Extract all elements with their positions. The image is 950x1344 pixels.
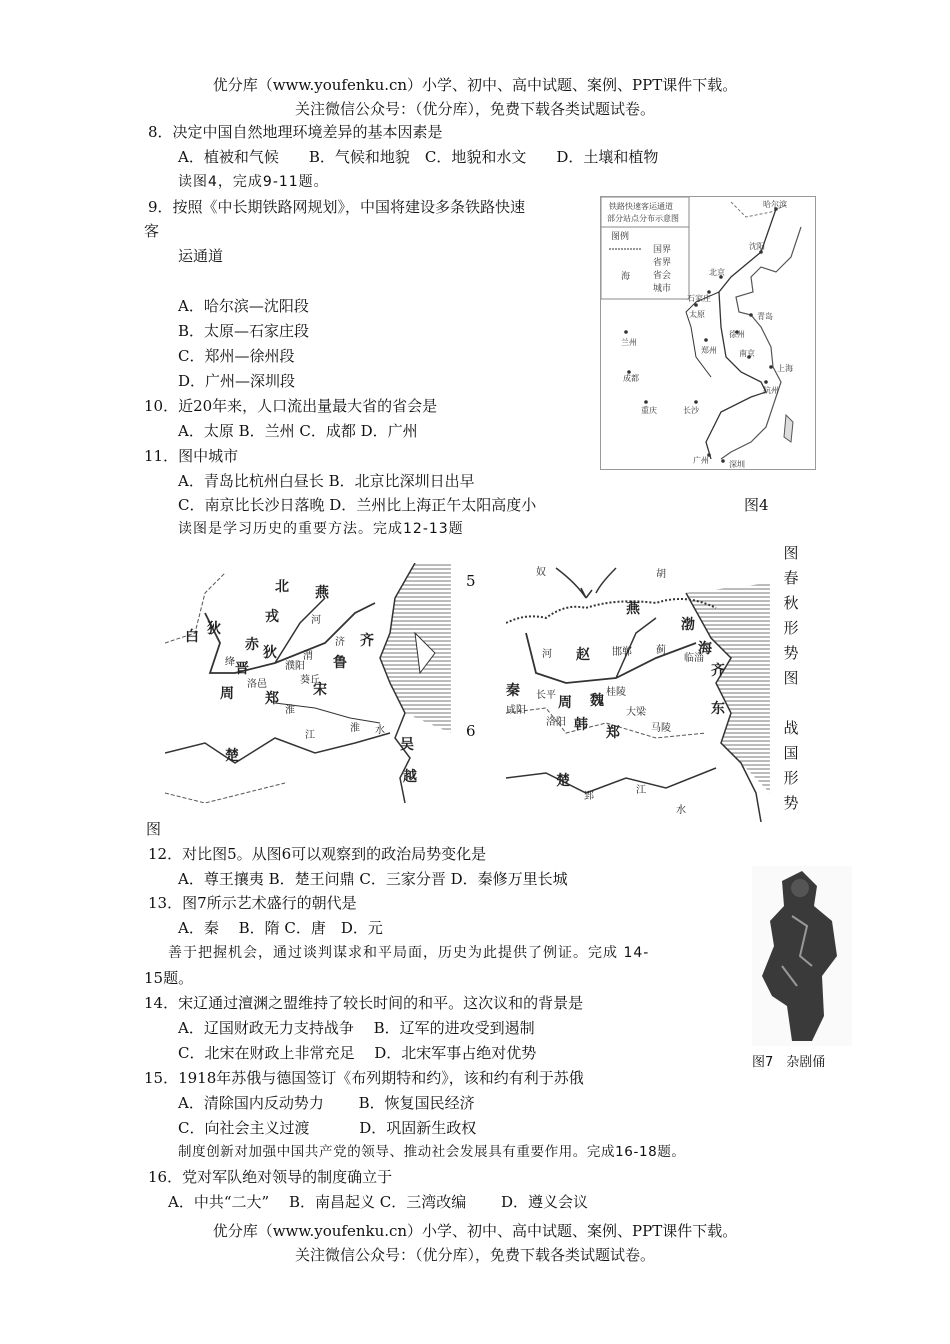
sea-area	[380, 563, 451, 733]
fig6-char: 国	[783, 744, 799, 762]
label-wu: 吴	[400, 737, 414, 753]
label-ji-city: 蓟	[656, 645, 666, 656]
intro-9-11: 读图4，完成9-11题。	[178, 174, 329, 190]
header-line-1: 优分库（www.youfenku.cn）小学、初中、高中试题、案例、PPT课件下载。	[212, 76, 738, 94]
q9-stem: 9．按照《中长期铁路网规划》，中国将建设多条铁路快速	[148, 198, 526, 216]
label-huai: 淮	[285, 705, 295, 716]
label-changping: 长平	[536, 690, 556, 701]
label-nu: 奴	[536, 567, 546, 578]
label-qi: 齐	[360, 633, 374, 649]
label-zheng: 郑	[265, 691, 279, 707]
q10-stem: 10．近20年来，人口流出量最大省的省会是	[144, 397, 438, 415]
fig5-char: 形	[783, 619, 799, 637]
city-xuzhou: 徐州	[729, 330, 745, 339]
city-changsha: 长沙	[683, 406, 699, 415]
fig6-char: 战	[783, 719, 799, 737]
fig5-char: 图	[783, 669, 799, 687]
label-yan: 燕	[626, 601, 640, 617]
city-shenyang: 沈阳	[749, 242, 765, 251]
q15-options-ab: A．清除国内反动势力 B．恢复国民经济	[178, 1094, 475, 1112]
legend-title-1: 铁路快速客运通道	[609, 202, 673, 211]
label-qin: 秦	[506, 683, 520, 699]
label-qi: 齐	[711, 663, 725, 679]
figure-5-spring-autumn-map	[165, 563, 451, 814]
figure-5-number: 5	[466, 572, 476, 590]
city-qingdao: 青岛	[757, 312, 773, 321]
city-harbin: 哈尔滨	[763, 200, 787, 209]
figure-6-number: 6	[466, 722, 476, 740]
city-zhengzhou: 郑州	[701, 346, 717, 355]
legend-title-2: 部分站点分布示意图	[607, 214, 679, 223]
label-handan: 邯郸	[612, 647, 632, 658]
q11-options-cd: C．南京比长沙日落晚 D．兰州比上海正午太阳高度小	[178, 496, 537, 514]
fig6-char: 势	[783, 794, 799, 812]
q11-options-ab: A．青岛比杭州白昼长 B．北京比深圳日出早	[178, 472, 475, 490]
label-lu: 鲁	[333, 655, 347, 671]
city-beijing: 北京	[709, 268, 725, 277]
label-ying: 郢	[584, 791, 594, 802]
city-hangzhou: 杭州	[763, 386, 779, 395]
label-di: 狄	[207, 621, 221, 637]
label-ji: 济	[335, 637, 345, 648]
q9-option-b: B．太原—石家庄段	[178, 322, 310, 340]
label-maling: 马陵	[651, 723, 671, 734]
figure-4-railway-map	[600, 196, 816, 470]
label-shui: 水	[375, 725, 385, 736]
yangtze	[506, 768, 716, 793]
label-han: 韩	[574, 717, 588, 733]
q9-option-a: A．哈尔滨—沈阳段	[178, 297, 309, 315]
q14-options-ab: A．辽国财政无力支持战争 B．辽军的进攻受到遏制	[178, 1019, 535, 1037]
q15-stem: 15．1918年苏俄与德国签订《布列期特和约》，该和约有利于苏俄	[144, 1069, 584, 1087]
label-hai: 海	[698, 641, 712, 657]
label-zhao: 赵	[576, 647, 590, 663]
label-he: 河	[542, 649, 552, 660]
q11-stem: 11．图中城市	[144, 447, 239, 465]
label-xianyang: 咸阳	[506, 705, 526, 716]
q15-options-cd: C．向社会主义过渡 D．巩固新生政权	[178, 1119, 477, 1137]
label-rong: 戎	[265, 609, 279, 625]
q9-stem-cont: 客	[144, 222, 160, 240]
label-daliang: 大梁	[626, 707, 646, 718]
label-jiang: 江	[305, 730, 315, 741]
figure-7-zaju-figurine	[752, 866, 852, 1046]
q10-options: A．太原 B．兰州 C．成都 D．广州	[178, 422, 418, 440]
q12-options: A．尊王攘夷 B．楚王问鼎 C．三家分晋 D．秦修万里长城	[178, 870, 568, 888]
legend-label: 图例	[611, 232, 630, 242]
label-jiangdu: 绛	[225, 657, 235, 668]
label-luoyi: 洛邑	[247, 679, 267, 690]
intro-14-15: 善于把握机会，通过谈判谋求和平局面，历史为此提供了例证。完成 14-	[168, 945, 650, 961]
fig6-char: 形	[783, 769, 799, 787]
label-chidi-a: 赤	[245, 637, 259, 653]
q9-option-c: C．郑州—徐州段	[178, 347, 295, 365]
legend-province: 省界	[653, 258, 672, 268]
fig5-char: 图	[783, 544, 799, 562]
q12-stem: 12．对比图5。从图6可以观察到的政治局势变化是	[148, 845, 487, 863]
label-zhou: 周	[558, 695, 572, 711]
label-jin: 晋	[235, 661, 249, 677]
label-huaishui: 淮	[350, 723, 360, 734]
border-2	[165, 783, 285, 803]
label-zhou: 周	[220, 686, 234, 702]
label-yan: 燕	[315, 585, 329, 601]
label-chu: 楚	[556, 773, 570, 789]
figure-5-caption	[781, 541, 801, 691]
fig5-char: 势	[783, 644, 799, 662]
city-shijiazhuang: 石家庄	[687, 294, 711, 303]
header-line-2: 关注微信公众号：（优分库），免费下载各类试题试卷。	[294, 100, 655, 118]
figure-caption-tail: 图	[146, 820, 162, 838]
city-nanjing: 南京	[739, 349, 755, 358]
figure-7-caption: 图7 杂剧俑	[752, 1055, 826, 1070]
label-jiang: 江	[636, 785, 646, 796]
city-lanzhou: 兰州	[621, 338, 637, 347]
figure-4-caption: 图4	[744, 496, 769, 514]
label-chidi-b: 狄	[263, 645, 277, 661]
legend-sea: 海	[621, 272, 631, 282]
label-bei: 北	[275, 579, 289, 595]
yangtze	[165, 733, 390, 763]
label-luoyang: 洛阳	[546, 717, 566, 728]
label-dong: 东	[711, 701, 725, 717]
fig5-char: 春	[783, 569, 799, 587]
legend-city: 城市	[653, 284, 672, 294]
label-wei: 魏	[590, 693, 604, 709]
label-wei-river: 渭	[303, 651, 313, 662]
q8-options: A．植被和气候 B．气候和地貌 C．地貌和水文 D．土壤和植物	[178, 148, 659, 166]
legend-border: 国界	[653, 245, 672, 255]
label-linzi: 临淄	[684, 653, 704, 664]
q16-options: A．中共“二大” B．南昌起义 C．三湾改编 D．遵义会议	[168, 1193, 589, 1211]
city-chongqing: 重庆	[641, 406, 657, 415]
label-shui: 水	[676, 805, 686, 816]
q9-stem-end: 运通道	[178, 247, 224, 265]
label-kuiqiu: 葵丘	[300, 675, 320, 686]
label-chu: 楚	[225, 748, 239, 764]
intro-12-13: 读图是学习历史的重要方法。完成12-13题	[178, 521, 464, 537]
intro-14-15-cont: 15题。	[144, 969, 194, 987]
city-shenzhen: 深圳	[729, 460, 745, 469]
arrow-2	[596, 568, 616, 593]
label-zheng: 郑	[606, 725, 620, 741]
label-puyang: 濮阳	[285, 661, 305, 672]
figure-6-warring-states-map	[506, 563, 770, 822]
label-hu: 胡	[656, 569, 666, 580]
label-bo: 渤	[681, 617, 695, 633]
q13-stem: 13．图7所示艺术盛行的朝代是	[148, 894, 357, 912]
label-song: 宋	[313, 682, 327, 698]
q14-stem: 14．宋辽通过澶渊之盟维持了较长时间的和平。这次议和的背景是	[144, 994, 584, 1012]
taiwan	[784, 415, 793, 442]
label-guiling: 桂陵	[606, 687, 626, 698]
footer-line-2: 关注微信公众号：（优分库），免费下载各类试题试卷。	[294, 1246, 655, 1264]
city-taiyuan: 太原	[689, 310, 705, 319]
q14-options-cd: C．北宋在财政上非常充足 D．北宋军事占绝对优势	[178, 1044, 537, 1062]
railway-line-2	[686, 292, 719, 377]
city-shanghai: 上海	[777, 364, 793, 373]
q9-option-d: D．广州—深圳段	[178, 372, 296, 390]
label-bai: 白	[185, 629, 199, 645]
q8-stem: 8．决定中国自然地理环境差异的基本因素是	[148, 123, 443, 141]
q16-stem: 16．党对军队绝对领导的制度确立于	[148, 1168, 393, 1186]
q13-options: A．秦 B．隋 C．唐 D．元	[178, 919, 383, 937]
city-guangzhou: 广州	[693, 456, 709, 465]
label-he: 河	[311, 615, 321, 626]
footer-line-1: 优分库（www.youfenku.cn）小学、初中、高中试题、案例、PPT课件下载。	[212, 1222, 738, 1240]
fig5-char: 秋	[783, 594, 799, 612]
intro-16-18: 制度创新对加强中国共产党的领导、推动社会发展具有重要作用。完成16-18题。	[178, 1144, 686, 1160]
figure-6-caption	[781, 716, 801, 816]
legend-capital: 省会	[653, 271, 672, 281]
city-chengdu: 成都	[623, 374, 639, 383]
arrow-1	[556, 568, 592, 598]
label-yue: 越	[403, 769, 417, 785]
